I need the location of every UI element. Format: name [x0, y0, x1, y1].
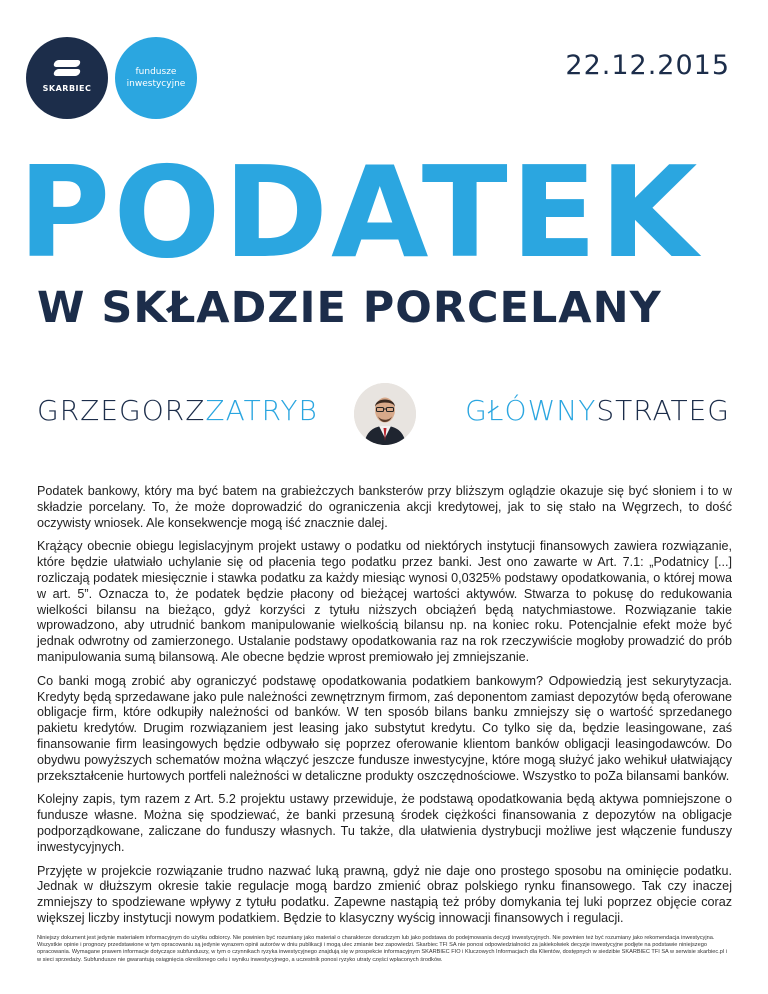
- logo-brand: SKARBIEC: [42, 84, 92, 93]
- author-row: [0, 383, 768, 443]
- article-paragraph: Przyjęte w projekcie rozwiązanie trudno nazwać luką prawną, gdyż nie daje ono prostego sposobu na ominięcie podatku. Jednak w dłuższym okresie takie regulacje mogą bardzo zmienić obraz polskiego rynku finansowego. Tak czy inaczej zmniejszy to spodziewane wpływy z tytułu podatku. Zapewne nastąpią też próby domykania tej luki poprzez objęcie coraz większej liczby instytucji nowym podatkiem. Będzie to klasyczny wyścig innowacji finansowych i regulacji.: [37, 863, 732, 925]
- author-name: [37, 395, 318, 427]
- article-paragraph: Podatek bankowy, który ma być batem na grabieżczych banksterów przy bliższym oglądzie okazuje się być słoniem i to w składzie porcelany. To, że może doprowadzić do ograniczenia akcji kredytowej, jak to się stało na Węgrzech, to dość oczywisty wniosek. Ale konsekwencje mogą iść znacznie dalej.: [37, 484, 732, 530]
- logo-tagline-line2: inwestycyjne: [126, 79, 186, 89]
- legal-disclaimer: Niniejszy dokument jest jedynie materiałem informacyjnym do użytku odbiorcy. Nie powinien być rozumiany jako materiał o charakterze doradczym lub jako podstawa do podejmowania decyzji inwestycyjnych. Nie powinien też być rozumiany jako rekomendacja inwestycyjna. Wszystkie opinie i prognozy przedstawione w tym opracowaniu są jedynie wyrazem opinii autorów w dniu publikacji i mogą ulec zmianie bez zapowiedzi. Skarbiec TFI SA nie ponosi odpowiedzialności za jakiekolwiek decyzje inwestycyjne podjęte na podstawie niniejszego opracowania. Wymagane prawem informacje dotyczące subfunduszy, w tym o czynnikach ryzyka inwestycyjnego znajdują się w prospekcie informacyjnym SKARBIEC FIO i Kluczowych Informacjach dla Klientów, dostępnych w siedzibie SKARBIEC TFI SA w serwisie skarbiec.pl i w sieci sprzedaży. Subfundusze nie gwarantują osiągnięcia określonego celu i wyniku inwestycyjnego, a uczestnik ponosi ryzyko utraty części wpłaconych środków.: [37, 935, 727, 963]
- author-first-name: GRZEGORZ: [37, 394, 206, 427]
- author-role-part2: STRATEG: [596, 394, 730, 427]
- skarbiec-s-icon: [54, 59, 80, 77]
- publication-date: 22.12.2015: [565, 50, 730, 81]
- author-portrait: [354, 383, 416, 445]
- page-subtitle: W SKŁADZIE PORCELANY: [37, 283, 662, 333]
- article-paragraph: Co banki mogą zrobić aby ograniczyć podstawę opodatkowania podatkiem bankowym? Odpowiedzią jest sekurytyzacja. Kredyty będą sprzedawane jako pule należności zewnętrznym firmom, zaś deponentom zamiast depozytów będą oferowane obligacje firm, które odkupiły należności od banków. W ten sposób bilans banku zmniejszy się o wartość sprzedanego pakietu kredytów. Drugim rozwiązaniem jest leasing jako substytut kredytu. Co tylko się da, będzie leasingowane, zaś finansowanie firm leasingowych będzie odbywało się poprzez oferowanie klientom banków obligacji leasingodawców. Do obydwu powyższych schematów można włączyć jeszcze fundusze inwestycyjne, które mogą służyć jako wehikuł ułatwiający przekształcenie hurtowych portfeli należności w detaliczne produkty oszczędnościowe. Wszystko to poZa bilansami banków.: [37, 673, 732, 783]
- page-title: PODATEK: [18, 139, 701, 286]
- author-role: [465, 395, 730, 427]
- article-body: [37, 484, 732, 935]
- article-paragraph: Kolejny zapis, tym razem z Art. 5.2 projektu ustawy przewiduje, że podstawą opodatkowania będą aktywa pomniejszone o fundusze własne. Można się spodziewać, że banki przesuną środek ciężkości finansowania z depozytów na obligacje podporządkowane, zaliczane do funduszy własnych. Tu także, dla ułatwienia dystrybucji możliwe jest włączenie funduszy inwestycyjnych.: [37, 792, 732, 854]
- article-paragraph: Krążący obecnie obiegu legislacyjnym projekt ustawy o podatku od niektórych instytucji finansowych zawiera rozwiązanie, które będzie ułatwiało uchylanie się od płacenia tego podatku przez banki. Jest ono zawarte w Art. 7.1: „Podatnicy [...] rozliczają podatek miesięcznie i stawka podatku za każdy miesiąc wynosi 0,0325% podstawy opodatkowania, o której mowa w art. 5”. Oznacza to, że podatek będzie płacony od bieżącej wartości aktywów. Stwarza to pokusę do redukowania wielkości bilansu na bieżąco, gdyż korzyści z tytułu niższych obciążeń będą natychmiastowe. Rozwiązanie takie wprowadzono, aby utrudnić bankom manipulowanie wielkością bilansu np. na koniec roku. Potencjalnie efekt może być jednak odwrotny od zamierzonego. Ustalanie podstawy opodatkowania raz na rok rzeczywiście mogłoby prowadzić do prób manipulowania sumą bilansową. Ale obecne będzie wprost premiowało jej zmniejszanie.: [37, 539, 732, 664]
- skarbiec-logo: [26, 37, 108, 119]
- logo-tagline-line1: fundusze: [135, 67, 177, 77]
- author-role-part1: GŁÓWNY: [465, 394, 597, 427]
- author-last-name: ZATRYB: [205, 394, 318, 427]
- logo-tagline: [115, 37, 197, 119]
